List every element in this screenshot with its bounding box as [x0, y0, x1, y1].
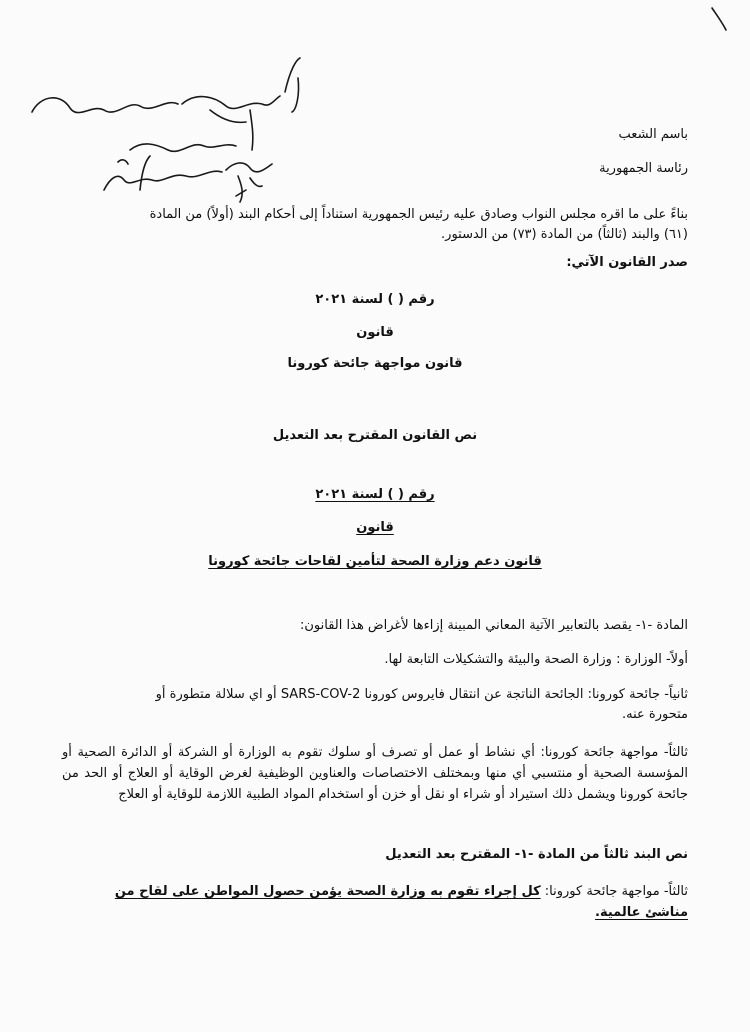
amended-clause-line-1 — [115, 883, 688, 901]
article-1-clause-second-line-2: متحورة عنه. — [622, 707, 688, 722]
header-line-people: باسم الشعب — [618, 127, 688, 142]
law-title: قانون مواجهة جائحة كورونا — [287, 356, 463, 371]
amended-clause-heading: نص البند ثالثاً من المادة -١- المقترح بعد التعديل — [385, 847, 688, 862]
preamble-line-1: بناءً على ما اقره مجلس النواب وصادق عليه رئيس الجمهورية استناداً إلى أحكام البند (أولاً) من المادة — [149, 207, 688, 222]
amended-law-type: قانون — [356, 520, 394, 535]
amended-law-number: رقم ( ) لسنة ٢٠٢١ — [315, 487, 435, 502]
amended-text-heading: نص القانون المقترح بعد التعديل — [272, 428, 478, 443]
issued-statement: صدر القانون الآتي: — [566, 255, 688, 270]
law-number: رقم ( ) لسنة ٢٠٢١ — [315, 292, 435, 307]
article-1-clause-first: أولاً- الوزارة : وزارة الصحة والبيئة والتشكيلات التابعة لها. — [384, 652, 688, 667]
article-1-clause-second-line-1: ثانياً- جائحة كورونا: الجائحة الناتجة عن انتقال فايروس كورونا SARS-COV-2 أو اي سلالة متطورة أو — [155, 687, 688, 702]
amended-clause-prefix: ثالثاً- مواجهة جائحة كورونا: — [540, 884, 688, 899]
preamble-line-2: (٦١) والبند (ثالثاً) من المادة (٧٣) من الدستور. — [441, 227, 688, 242]
law-type: قانون — [356, 325, 394, 340]
amended-clause-line-2: مناشئ عالمية. — [595, 905, 688, 920]
handwritten-annotation — [0, 0, 750, 240]
amended-clause-underlined-text: كل إجراء تقوم به وزارة الصحة يؤمن حصول المواطن على لقاح من — [114, 884, 541, 899]
article-1-intro: المادة -١- يقصد بالتعابير الآتية المعاني المبينة إزاءها لأغراض هذا القانون: — [300, 618, 688, 633]
article-1-clause-third: ثالثاً- مواجهة جائحة كورونا: أي نشاط أو عمل أو تصرف أو سلوك تقوم به الوزارة أو الشركة أو الدائرة الصحية أو المؤسسة الصحية أو منتسبي أي منها وبمختلف الاختصاصات والعناوين الوظيفية لغرض الوقاية أو العلاج أو الحد من جائحة كورونا ويشمل ذلك استيراد أو شراء او نقل أو خزن أو استخدام المواد الطبية اللازمة للوقاية أو العلاج — [62, 745, 688, 802]
header-line-presidency: رئاسة الجمهورية — [599, 161, 688, 176]
amended-law-title: قانون دعم وزارة الصحة لتأمين لقاحات جائحة كورونا — [208, 554, 542, 569]
